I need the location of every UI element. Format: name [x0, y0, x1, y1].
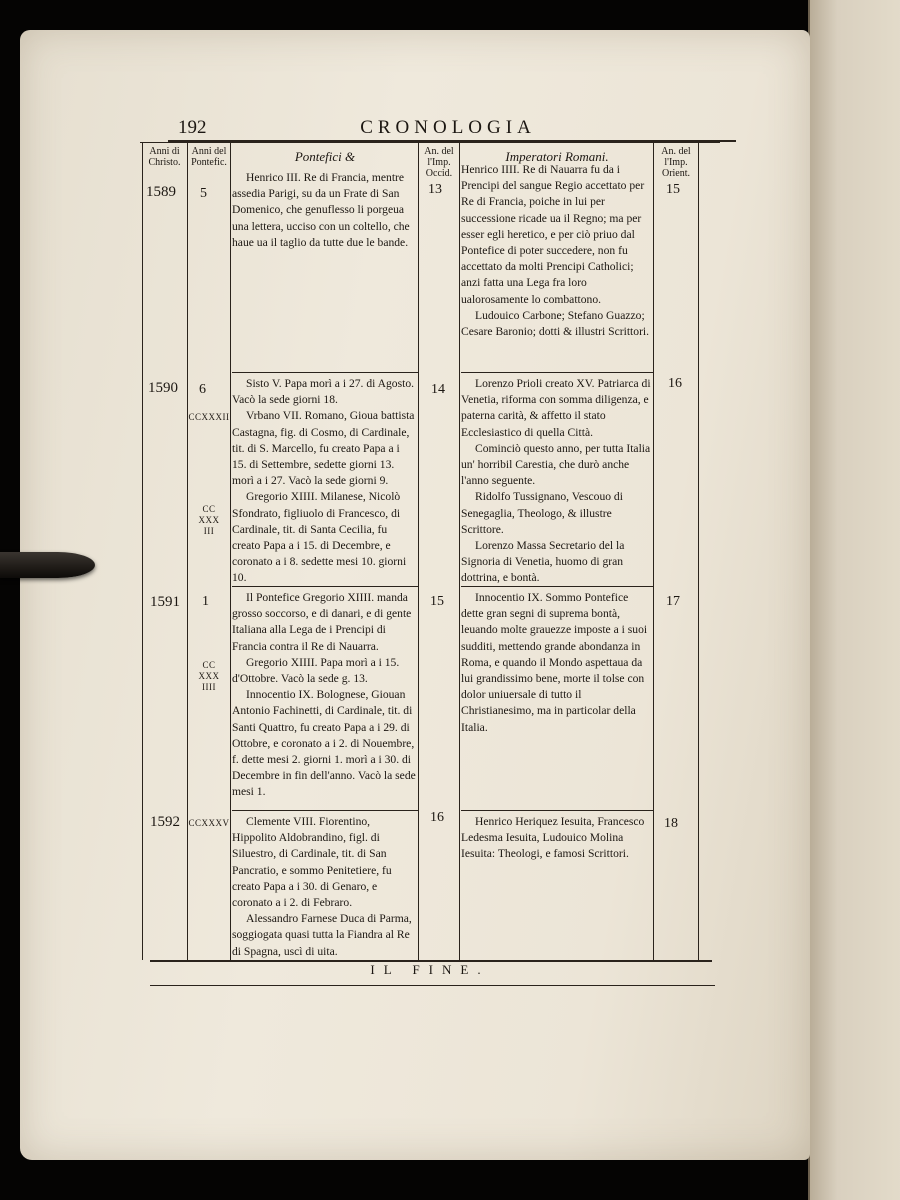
- row-rule-5: [232, 810, 418, 811]
- pontefici-entry: Sisto V. Papa morì a i 27. di Agosto. Vacò la sede giorni 18.: [232, 377, 415, 407]
- footer-rule: [150, 985, 715, 986]
- year-1590: 1590: [148, 380, 178, 396]
- year-1592: 1592: [150, 814, 180, 830]
- col-line-2: [187, 142, 188, 960]
- header-rule: [140, 142, 720, 143]
- pontefici-entry: Vrbano VII. Romano, Gioua battista Castagna, fig. di Cosmo, di Cardinale, tit. di S. Marcello, fu creato Papa a i 15. di Settembre, sedette giorni 13. morì a i 27. Vacò la sede giorni 9.: [232, 409, 415, 488]
- page-number: 192: [178, 117, 207, 138]
- imperatori-1589: [461, 162, 652, 340]
- year-1589: 1589: [146, 184, 176, 200]
- row-rule-1: [232, 372, 418, 373]
- bookmark-ribbon: [0, 552, 95, 578]
- row-rule-6: [461, 810, 653, 811]
- header-anni-christo: Anni di Christo.: [148, 146, 181, 168]
- imperatori-entry: Ridolfo Tussignano, Vescouo di Senegaglia, Theologo, & illustre Scrittore.: [461, 490, 623, 536]
- pope-number-1591: CC XXX IIII: [198, 660, 220, 692]
- pontefici-1590: [232, 376, 416, 587]
- pontefici-entry: Innocentio IX. Bolognese, Giouan Antonio Fachinetti, di Cardinale, tit. di Santi Quattro, fu creato Papa a i 29. di Ottobre, e coronato a i 2. di Nouembre, f. dette mesi 2. giorni 1. morì a i 30. di Decembre in fin dell'anno. Vacò la sede mesi 1.: [232, 688, 416, 799]
- imperatori-entry: Lorenzo Prioli creato XV. Patriarca di Venetia, riforma con somma diligenza, e paterna carità, & affetto il stato Ecclesiastico di quella Città.: [461, 377, 651, 439]
- ori-year-1590: 16: [668, 376, 682, 391]
- pope-number-1590-a: CCXXXII: [188, 412, 230, 422]
- pontefici-1591: [232, 590, 416, 801]
- pontefici-entry: Gregorio XIIII. Milanese, Nicolò Sfondrato, figliuolo di Francesco, di Cardinale, tit. di Santa Cecilia, fu creato Papa a i 15. di Decembre, e coronato a i 8. sedette mesi 10. giorni 10.: [232, 490, 407, 585]
- header-imp-occid: An. del l'Imp. Occid.: [424, 146, 454, 179]
- pontefici-entry: Gregorio XIIII. Papa morì a i 15. d'Ottobre. Vacò la sede g. 13.: [232, 655, 400, 686]
- footer-il-fine: IL FINE.: [370, 962, 490, 977]
- imperatori-entry: Cominciò questo anno, per tutta Italia un' horribil Carestia, che durò anche l'anno seguente.: [461, 441, 651, 488]
- pontefici-entry: Clemente VIII. Fiorentino, Hippolito Aldobrandino, figl. di Siluestro, di Cardinale, tit. di San Pancratio, e sommo Penitetiere, fu creato Papa a i 30. di Genaro, e coronato a i 2. di Febraro.: [232, 815, 392, 910]
- imperatori-1591: [461, 590, 652, 736]
- imperatori-1592: [461, 814, 652, 863]
- header-pontefici: Pontefici &: [294, 149, 356, 164]
- col-line-7: [698, 142, 699, 960]
- imperatori-entry: Lorenzo Massa Secretario del la Signoria di Venetia, huomo di gran dottrina, e bontà.: [461, 539, 625, 585]
- col-line-5: [459, 142, 460, 960]
- header-imp-orient: An. del l'Imp. Orient.: [661, 146, 691, 179]
- pontefici-entry: Il Pontefice Gregorio XIIII. manda grosso soccorso, e di danari, e di gente Italiana alla Lega de i Prencipi di Francia contra il Re di Nauarra.: [232, 591, 412, 653]
- imperatori-entry: Henrico IIII. Re di Nauarra fu da i Prencipi del sangue Regio accettato per Re di Francia, poiche in lui per successione ricade ua il Regno; ma per esser egli heretico, e per ciò priuo dal Pontefice di poter succedere, non fu accettato da molti Prencipi Catholici; anzi fatta una Lega fra loro ualorosamente lo combattono.: [461, 163, 645, 306]
- occ-year-1589: 13: [428, 182, 442, 197]
- running-head: [168, 117, 728, 139]
- pontefici-1589: [232, 170, 416, 251]
- page-title: CRONOLOGIA: [360, 117, 536, 138]
- pont-year-1590: 6: [199, 382, 206, 397]
- pope-number-1590-b: CC XXX III: [198, 504, 220, 536]
- pope-number-1592: CCXXXV: [188, 818, 230, 828]
- next-page-edge: [808, 0, 900, 1200]
- imperatori-1590: [461, 376, 652, 587]
- row-rule-2: [461, 372, 653, 373]
- occ-year-1591: 15: [430, 594, 444, 609]
- col-line-6: [653, 142, 654, 960]
- pontefici-1592: [232, 814, 416, 960]
- header-imperatori: Imperatori Romani.: [505, 149, 609, 164]
- imperatori-entry: Henrico Heriquez Iesuita, Francesco Ledesma Iesuita, Ludouico Molina Iesuita: Theologi, e famosi Scrittori.: [461, 815, 645, 861]
- col-line-3: [230, 142, 231, 960]
- occ-year-1592: 16: [430, 810, 444, 825]
- imperatori-entry: Innocentio IX. Sommo Pontefice dette gran segni di suprema bontà, leuando molte grauezze imposte a i suoi sudditi, mettendo grande abondanza in Roma, e quando il Mondo aspettaua da lui grandissimo bene, morte il tolse con dolor uniuersale di tutto il Christianesimo, ma in particolar della Italia.: [461, 591, 648, 734]
- pontefici-entry: Henrico III. Re di Francia, mentre assedia Parigi, su da un Frate di San Domenico, che genuflesso li porgeua una lettera, ucciso con un coltello, che haue ua il taglio da tutte due le bande.: [232, 171, 410, 249]
- pont-year-1589: 5: [200, 186, 207, 201]
- occ-year-1590: 14: [431, 382, 445, 397]
- ori-year-1591: 17: [666, 594, 680, 609]
- imperatori-entry: Ludouico Carbone; Stefano Guazzo; Cesare Baronio; dotti & illustri Scrittori.: [461, 308, 650, 339]
- pontefici-entry: Alessandro Farnese Duca di Parma, soggiogata quasi tutta la Fiandra al Re di Spagna, uscì di uita.: [232, 912, 412, 958]
- pont-year-1591: 1: [202, 594, 209, 609]
- col-line-1: [142, 142, 143, 960]
- year-1591: 1591: [150, 594, 180, 610]
- ori-year-1589: 15: [666, 182, 680, 197]
- col-line-4: [418, 142, 419, 960]
- ori-year-1592: 18: [664, 816, 678, 831]
- header-anni-pontefice: Anni del Pontefic.: [191, 146, 227, 168]
